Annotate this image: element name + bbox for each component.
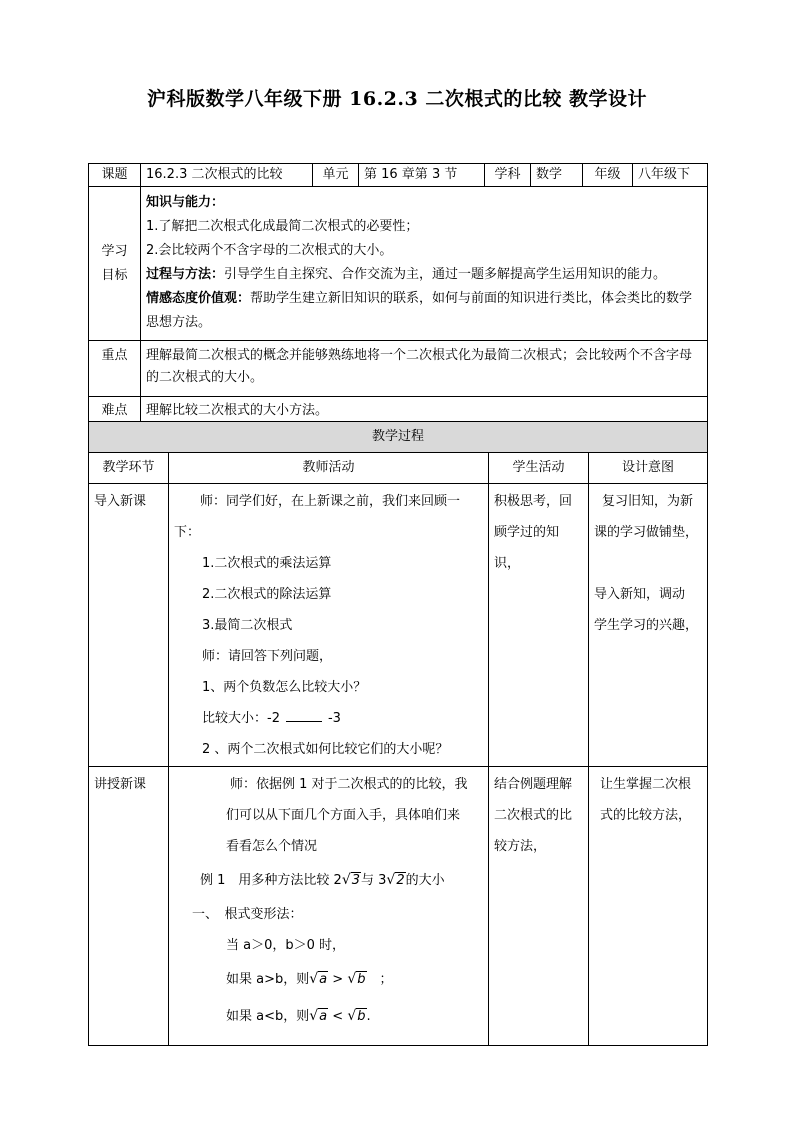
example-prefix: 例 1 用多种方法比较 2: [200, 873, 342, 888]
lecture-teacher: [169, 767, 489, 1046]
process-title: 过程与方法：: [146, 267, 225, 282]
intro-line: 2.二次根式的除法运算: [202, 587, 332, 602]
process-text: 引导学生自主探究、合作交流为主，通过一题多解提高学生运用知识的能力。: [224, 267, 667, 282]
lecture-line-2: 们可以从下面几个方面入手，具体咱们来: [226, 808, 461, 823]
key-label: 重点: [89, 341, 141, 397]
grade-value: 八年级下: [633, 164, 708, 187]
intro-line: 2 、两个二次根式如何比较它们的大小呢？: [202, 742, 449, 757]
knowledge-item-1: 1.了解把二次根式化成最简二次根式的必要性；: [146, 219, 419, 234]
difficulty-label: 难点: [89, 397, 141, 425]
condition: 当 a＞0，b＞0 时，: [226, 938, 346, 953]
intro-intent-3: 导入新知，调动: [594, 587, 686, 602]
process-banner: 教学过程: [89, 422, 708, 453]
intro-intent-2: 课的学习做铺垫，: [594, 525, 699, 540]
lecture-line-3: 看看怎么个情况: [226, 839, 318, 854]
header-stage: 教学环节: [89, 453, 169, 484]
lecture-stage-label: 讲授新课: [94, 777, 147, 792]
objectives-label: [89, 187, 141, 341]
topic-label: 课题: [89, 164, 141, 187]
unit-label: 单元: [313, 164, 359, 187]
header-student: 学生活动: [489, 453, 589, 484]
rule-greater: 如果 a>b，则√a > √b ；: [226, 971, 393, 987]
intro-line: 1、两个负数怎么比较大小？: [202, 680, 367, 695]
header-intent: 设计意图: [589, 453, 708, 484]
knowledge-title: 知识与能力：: [146, 195, 225, 210]
process-table: [88, 421, 708, 1046]
lecture-stage: [89, 767, 169, 1046]
intro-stage: [89, 484, 169, 767]
lecture-student: [489, 767, 589, 1046]
method-1: 一、 根式变形法：: [192, 907, 303, 922]
intro-line: 1.二次根式的乘法运算: [202, 556, 332, 571]
intro-student-2: 顾学过的知识，: [494, 525, 560, 571]
rule-less: 如果 a<b，则√a < √b.: [226, 1008, 371, 1024]
objectives-label-line1: 学习: [101, 243, 128, 259]
lecture-student-3: 较方法，: [494, 839, 547, 854]
document-title: 沪科版数学八年级下册 16.2.3 二次根式的比较 教学设计: [147, 88, 647, 110]
sqrt-2: √2: [386, 872, 405, 888]
difficulty-text: 理解比较二次根式的大小方法。: [141, 397, 708, 425]
header-teacher: 教师活动: [169, 453, 489, 484]
compare-right: -3: [327, 711, 341, 726]
unit-value: 第 16 章第 3 节: [359, 164, 485, 187]
intro-teacher: [169, 484, 489, 767]
intro-student: [489, 484, 589, 767]
objectives-label-line2: 目标: [101, 267, 128, 283]
answer-blank: [286, 709, 322, 722]
intro-student-1: 积极思考，回: [494, 494, 573, 509]
compare-line: [174, 703, 483, 734]
intro-stage-label: 导入新课: [94, 494, 147, 509]
topic-value: 16.2.3 二次根式的比较: [141, 164, 313, 187]
knowledge-item-2: 2.会比较两个不含字母的二次根式的大小。: [146, 243, 393, 258]
example-1: [174, 862, 483, 899]
subject-value: 数学: [531, 164, 583, 187]
lecture-student-2: 二次根式的比: [494, 808, 573, 823]
lecture-line-1: 师：依据例 1 对于二次根式的的比较，我: [230, 777, 468, 792]
intro-line: 下：: [174, 525, 201, 540]
lecture-intent-1: 让生掌握二次根: [600, 777, 692, 792]
intro-intent-4: 学生学习的兴趣，: [594, 618, 699, 633]
intro-intent-1: 复习旧知，为新: [602, 494, 694, 509]
objectives-content: [141, 187, 708, 341]
lecture-student-1: 结合例题理解: [494, 777, 573, 792]
intro-line: 师：请回答下列问题，: [202, 649, 333, 664]
grade-label: 年级: [583, 164, 633, 187]
example-suffix: 的大小: [405, 873, 445, 888]
emotion-title: 情感态度价值观：: [146, 291, 251, 306]
intro-line: 师：同学们好，在上新课之前，我们来回顾一: [200, 494, 461, 509]
emotion-text: 帮助学生建立新旧知识的联系，如何与前面的知识进行类比，体会类比的数学思想方法。: [146, 291, 693, 330]
lecture-intent: [589, 767, 708, 1046]
lecture-intent-2: 式的比较方法，: [600, 808, 692, 823]
intro-line: 3.最简二次根式: [202, 618, 293, 633]
sqrt-3: √3: [341, 872, 361, 888]
intro-intent: [589, 484, 708, 767]
subject-label: 学科: [485, 164, 531, 187]
example-mid: 与 3: [361, 873, 387, 888]
info-table: [88, 163, 708, 425]
key-text: 理解最简二次根式的概念并能够熟练地将一个二次根式化为最简二次根式；会比较两个不含字母的二次根式的大小。: [141, 341, 708, 397]
compare-left: 比较大小：-2: [202, 711, 280, 726]
